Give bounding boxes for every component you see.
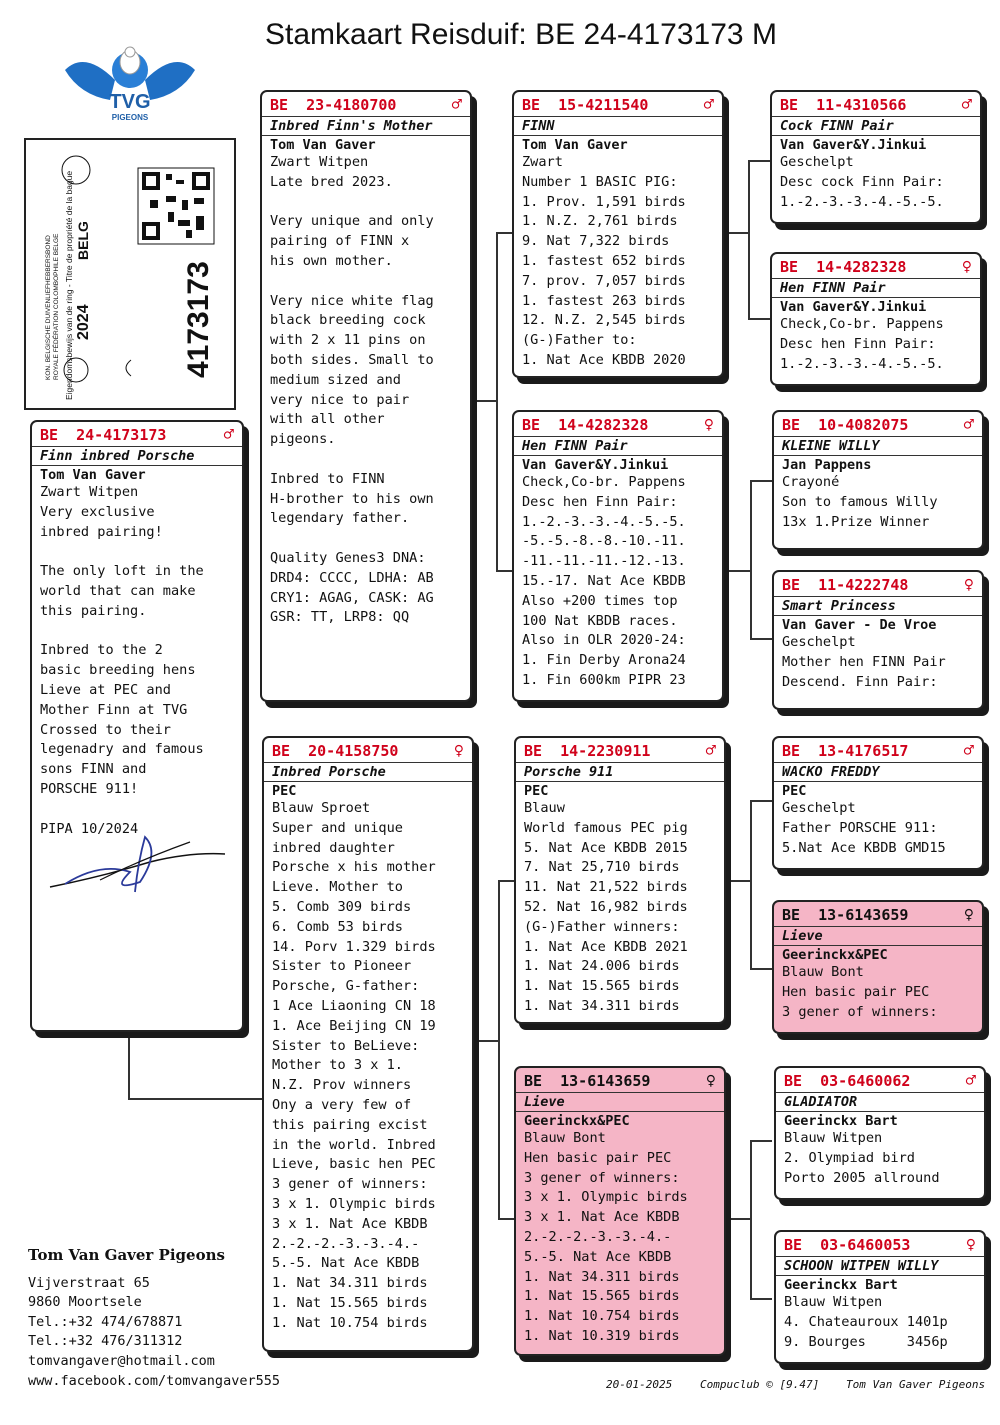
detail-line: 5.-5. Nat Ace KBDB bbox=[272, 1255, 420, 1272]
pigeon-logo-icon bbox=[60, 40, 200, 130]
facebook-link[interactable]: www.facebook.com/tomvangaver555 bbox=[28, 1372, 280, 1389]
sex-icon: ♂ bbox=[705, 741, 716, 761]
detail-line: Hen basic pair PEC bbox=[524, 1149, 672, 1166]
sex-icon: ♀ bbox=[963, 575, 974, 595]
pigeon-owner: Van Gaver&Y.Jinkui bbox=[780, 299, 927, 315]
postcode-line: 9860 Moortsele bbox=[28, 1294, 142, 1311]
detail-line: 1. Nat 10.754 birds bbox=[524, 1308, 680, 1325]
pigeon-details bbox=[772, 153, 980, 212]
breeder-info bbox=[28, 1246, 280, 1391]
sex-icon: ♀ bbox=[963, 905, 974, 925]
detail-line: Check,Co-br. Pappens bbox=[780, 316, 944, 332]
detail-line: Geschelpt bbox=[780, 154, 854, 170]
svg-text:TVG: TVG bbox=[109, 91, 151, 113]
pigeon-card-mmm bbox=[774, 1230, 986, 1364]
pigeon-owner: Geerinckx&PEC bbox=[524, 1113, 630, 1129]
detail-line bbox=[40, 800, 234, 820]
print-date: 20-01-2025 bbox=[606, 1378, 673, 1391]
detail-line: 9. Bourges 3456p bbox=[784, 1333, 948, 1350]
pigeon-name: SCHOON WITPEN WILLY bbox=[776, 1256, 984, 1276]
detail-line: (G-)Father winners: bbox=[524, 918, 680, 935]
detail-line: Father PORSCHE 911: bbox=[782, 819, 938, 836]
card-header bbox=[516, 1068, 724, 1092]
pigeon-card-mff bbox=[772, 736, 984, 870]
svg-text:KON. BELGISCHE DUIVENLIEFHEBBE: KON. BELGISCHE DUIVENLIEFHEBBERSBOND bbox=[45, 235, 52, 380]
detail-line: Ony a very few of bbox=[272, 1096, 412, 1113]
card-header bbox=[772, 254, 980, 278]
card-header bbox=[774, 412, 982, 436]
detail-line: Zwart bbox=[522, 154, 563, 170]
detail-line: GSR: TT, LRP8: QQ bbox=[270, 609, 410, 626]
pigeon-details bbox=[262, 153, 470, 628]
detail-line: Porsche, G-father: bbox=[272, 978, 420, 995]
detail-line: basic breeding hens bbox=[40, 662, 196, 679]
detail-line: Inbred to the 2 bbox=[40, 642, 163, 659]
ring-number: BE 13-4176517 bbox=[782, 742, 909, 760]
pigeon-details bbox=[514, 153, 722, 371]
detail-line: PIPA 10/2024 bbox=[40, 820, 139, 837]
detail-line bbox=[40, 542, 234, 562]
pigeon-name: GLADIATOR bbox=[776, 1092, 984, 1112]
pigeon-details bbox=[776, 1293, 984, 1352]
detail-line: 5.-5. Nat Ace KBDB bbox=[524, 1248, 672, 1265]
detail-line: Blauw Bont bbox=[782, 964, 864, 980]
detail-line: in the world. Inbred bbox=[272, 1136, 436, 1153]
detail-line: with 2 x 11 pins on bbox=[270, 332, 426, 349]
sex-icon: ♂ bbox=[963, 741, 974, 761]
pigeon-owner: PEC bbox=[782, 783, 807, 799]
sex-icon: ♂ bbox=[965, 1071, 976, 1091]
detail-line: 2.-2.-2.-3.-3.-4.- bbox=[524, 1228, 672, 1245]
pigeon-owner: Van Gaver&Y.Jinkui bbox=[780, 137, 927, 153]
pigeon-card-fff bbox=[770, 90, 982, 224]
sex-icon: ♀ bbox=[703, 415, 714, 435]
detail-line: very nice to pair bbox=[270, 391, 410, 408]
card-header bbox=[772, 92, 980, 116]
pigeon-details bbox=[774, 633, 982, 692]
pigeon-name: FINN bbox=[514, 116, 722, 136]
pigeon-details bbox=[774, 963, 982, 1022]
svg-text:4173173: 4173173 bbox=[182, 261, 215, 378]
ring-number: BE 13-6143659 bbox=[782, 906, 909, 924]
detail-line: 13x 1.Prize Winner bbox=[782, 513, 930, 530]
detail-line: 4. Chateauroux 1401p bbox=[784, 1313, 948, 1330]
pigeon-details bbox=[774, 473, 982, 532]
detail-line: Blauw Witpen bbox=[784, 1294, 883, 1310]
footer-owner: Tom Van Gaver Pigeons bbox=[846, 1378, 986, 1391]
detail-line: Son to famous Willy bbox=[782, 493, 938, 510]
detail-line: Mother to 3 x 1. bbox=[272, 1057, 403, 1074]
detail-line: Blauw Bont bbox=[524, 1130, 606, 1146]
detail-line: Desc cock Finn Pair: bbox=[780, 173, 944, 190]
ring-number: BE 14-2230911 bbox=[524, 742, 651, 760]
detail-line: Porsche x his mother bbox=[272, 859, 436, 876]
page-title: Stamkaart Reisduif: BE 24-4173173 M bbox=[265, 18, 777, 51]
pigeon-name: Hen FINN Pair bbox=[772, 278, 980, 298]
ring-number: BE 24-4173173 bbox=[40, 426, 167, 444]
pigeon-name: Porsche 911 bbox=[516, 762, 724, 782]
tvg-logo bbox=[60, 40, 200, 130]
pigeon-owner: Geerinckx&PEC bbox=[782, 947, 888, 963]
sex-icon: ♀ bbox=[961, 257, 972, 277]
detail-line: with all other bbox=[270, 411, 385, 428]
pigeon-card-father bbox=[260, 90, 472, 702]
detail-line: -5.-5.-8.-8.-10.-11. bbox=[522, 533, 686, 550]
card-header bbox=[776, 1068, 984, 1092]
detail-line: Sister to Pioneer bbox=[272, 958, 412, 975]
pigeon-owner: PEC bbox=[524, 783, 549, 799]
detail-line: 14. Porv 1.329 birds bbox=[272, 938, 436, 955]
sex-icon: ♀ bbox=[453, 741, 464, 761]
detail-line: 5.Nat Ace KBDB GMD15 bbox=[782, 839, 946, 856]
sex-icon: ♂ bbox=[961, 95, 972, 115]
card-header bbox=[514, 92, 722, 116]
pigeon-name: Smart Princess bbox=[774, 596, 982, 616]
detail-line: inbred pairing! bbox=[40, 523, 163, 540]
detail-line: sons FINN and bbox=[40, 761, 147, 778]
pigeon-name: Inbred Porsche bbox=[264, 762, 472, 782]
card-header bbox=[264, 738, 472, 762]
detail-line: legendary father. bbox=[270, 510, 410, 527]
ring-number: BE 23-4180700 bbox=[270, 96, 397, 114]
pigeon-details bbox=[516, 799, 724, 1017]
detail-line: 12. N.Z. 2,545 birds bbox=[522, 312, 686, 329]
detail-line: 1. Nat 34.311 birds bbox=[272, 1275, 428, 1292]
pigeon-name: Lieve bbox=[516, 1092, 724, 1112]
detail-line: H-brother to his own bbox=[270, 490, 434, 507]
ring-number: BE 10-4082075 bbox=[782, 416, 909, 434]
detail-line: 1. Fin Derby Arona24 bbox=[522, 652, 686, 669]
detail-line: Blauw Witpen bbox=[784, 1130, 883, 1146]
svg-text:2024: 2024 bbox=[75, 304, 92, 340]
svg-text:BELG: BELG bbox=[75, 221, 91, 260]
sex-icon: ♀ bbox=[965, 1235, 976, 1255]
ring-number: BE 15-4211540 bbox=[522, 96, 649, 114]
detail-line: Zwart Witpen bbox=[40, 484, 139, 500]
ring-number: BE 11-4310566 bbox=[780, 96, 907, 114]
detail-line: DRD4: CCCC, LDHA: AB bbox=[270, 569, 434, 586]
detail-line: pigeons. bbox=[270, 431, 336, 448]
pigeon-owner: Van Gaver&Y.Jinkui bbox=[522, 457, 669, 473]
pigeon-card-fmm bbox=[772, 570, 984, 710]
detail-line: 9. Nat 7,322 birds bbox=[522, 233, 670, 250]
detail-line: Mother Finn at TVG bbox=[40, 701, 188, 718]
pigeon-details bbox=[514, 473, 722, 691]
pigeon-card-mother-mother bbox=[514, 1066, 726, 1356]
sex-icon: ♂ bbox=[963, 415, 974, 435]
detail-line: 1. Nat 34.311 birds bbox=[524, 997, 680, 1014]
detail-line: Geschelpt bbox=[782, 634, 856, 650]
detail-line bbox=[270, 529, 462, 549]
pigeon-owner: Tom Van Gaver bbox=[40, 467, 146, 483]
detail-line: 1. fastest 263 birds bbox=[522, 292, 686, 309]
detail-line: 1. Nat Ace KBDB 2021 bbox=[524, 938, 688, 955]
pigeon-name: WACKO FREDDY bbox=[774, 762, 982, 782]
pigeon-name: Finn inbred Porsche bbox=[32, 446, 242, 466]
detail-line: both sides. Small to bbox=[270, 351, 434, 368]
ring-number: BE 11-4222748 bbox=[782, 576, 909, 594]
pigeon-name: Cock FINN Pair bbox=[772, 116, 980, 136]
detail-line: 1. Nat Ace KBDB 2020 bbox=[522, 351, 686, 368]
card-header bbox=[32, 422, 242, 446]
detail-line: 5. Comb 309 birds bbox=[272, 898, 412, 915]
ring-number: BE 03-6460053 bbox=[784, 1236, 911, 1254]
detail-line: Also in OLR 2020-24: bbox=[522, 632, 686, 649]
detail-line: Blauw Sproet bbox=[272, 800, 371, 816]
pigeon-card-father-father bbox=[512, 90, 724, 378]
detail-line: 3 gener of winners: bbox=[524, 1169, 680, 1186]
pigeon-name: Lieve bbox=[774, 926, 982, 946]
detail-line: 1. Ace Beijing CN 19 bbox=[272, 1017, 436, 1034]
pigeon-owner: Geerinckx Bart bbox=[784, 1277, 898, 1293]
detail-line: 3 gener of winners: bbox=[782, 1003, 938, 1020]
detail-line: Sister to BeLieve: bbox=[272, 1037, 420, 1054]
pigeon-details bbox=[32, 483, 242, 839]
detail-line: his own mother. bbox=[270, 252, 393, 269]
phone-line: Tel.:+32 476/311312 bbox=[28, 1333, 183, 1350]
breeder-name: Tom Van Gaver Pigeons bbox=[28, 1246, 225, 1264]
detail-line: 1.-2.-3.-3.-4.-5.-5. bbox=[780, 355, 944, 372]
phone-line: Tel.:+32 474/678871 bbox=[28, 1313, 183, 1330]
detail-line: 5. Nat Ace KBDB 2015 bbox=[524, 839, 688, 856]
detail-line: Hen basic pair PEC bbox=[782, 983, 930, 1000]
sex-icon: ♀ bbox=[705, 1071, 716, 1091]
detail-line: 3 x 1. Nat Ace KBDB bbox=[524, 1209, 680, 1226]
detail-line: this pairing. bbox=[40, 602, 147, 619]
detail-line: Crossed to their bbox=[40, 721, 171, 738]
detail-line: Descend. Finn Pair: bbox=[782, 673, 938, 690]
detail-line: Lieve at PEC and bbox=[40, 681, 171, 698]
detail-line: 3 x 1. Nat Ace KBDB bbox=[272, 1215, 428, 1232]
card-header bbox=[262, 92, 470, 116]
pigeon-owner: Geerinckx Bart bbox=[784, 1113, 898, 1129]
ring-certificate bbox=[24, 138, 236, 410]
detail-line: Late bred 2023. bbox=[270, 173, 393, 190]
detail-line: CRY1: AGAG, CASK: AG bbox=[270, 589, 434, 606]
detail-line: -11.-11.-11.-12.-13. bbox=[522, 553, 686, 570]
detail-line: inbred daughter bbox=[272, 839, 395, 856]
detail-line: Porto 2005 allround bbox=[784, 1169, 940, 1186]
detail-line: Also +200 times top bbox=[522, 592, 678, 609]
detail-line: World famous PEC pig bbox=[524, 819, 688, 836]
detail-line: 1. N.Z. 2,761 birds bbox=[522, 213, 678, 230]
card-header bbox=[774, 902, 982, 926]
detail-line: 1. Nat 15.565 birds bbox=[272, 1294, 428, 1311]
pigeon-card-mother bbox=[262, 736, 474, 1352]
detail-line bbox=[40, 622, 234, 642]
pigeon-card-mfm bbox=[772, 900, 984, 1034]
sex-icon: ♂ bbox=[451, 95, 462, 115]
detail-line: Check,Co-br. Pappens bbox=[522, 474, 686, 490]
detail-line: 1. Nat 15.565 birds bbox=[524, 1288, 680, 1305]
detail-line: 100 Nat KBDB races. bbox=[522, 612, 678, 629]
detail-line: N.Z. Prov winners bbox=[272, 1077, 412, 1094]
detail-line: 2. Olympiad bird bbox=[784, 1149, 915, 1166]
detail-line: 1. Fin 600km PIPR 23 bbox=[522, 671, 686, 688]
pigeon-details bbox=[776, 1129, 984, 1188]
detail-line bbox=[270, 450, 462, 470]
pigeon-details bbox=[516, 1129, 724, 1347]
detail-line: 7. Nat 25,710 birds bbox=[524, 859, 680, 876]
detail-line: Inbred to FINN bbox=[270, 470, 385, 487]
detail-line: Mother hen FINN Pair bbox=[782, 653, 946, 670]
detail-line: Crayoné bbox=[782, 474, 840, 490]
detail-line: 3 x 1. Olympic birds bbox=[272, 1195, 436, 1212]
pigeon-details bbox=[774, 799, 982, 858]
detail-line: 2.-2.-2.-3.-3.-4.- bbox=[272, 1235, 420, 1252]
detail-line bbox=[270, 193, 462, 213]
pigeon-card-mmf bbox=[774, 1066, 986, 1200]
detail-line: 52. Nat 16,982 birds bbox=[524, 898, 688, 915]
email-link[interactable]: tomvangaver@hotmail.com bbox=[28, 1352, 215, 1369]
address-line: Vijverstraat 65 bbox=[28, 1274, 150, 1291]
card-header bbox=[776, 1232, 984, 1256]
detail-line: PORSCHE 911! bbox=[40, 780, 139, 797]
detail-line: Blauw bbox=[524, 800, 565, 816]
svg-text:Eigendomsbewijs van de ring -: Eigendomsbewijs van de ring - Titre de propriété de la bague bbox=[64, 170, 74, 400]
detail-line: 15.-17. Nat Ace KBDB bbox=[522, 572, 686, 589]
svg-text:ROYALE FÉDÉRATION COLOMBOPHILE: ROYALE FÉDÉRATION COLOMBOPHILE BELGE bbox=[53, 233, 60, 380]
pigeon-owner: Tom Van Gaver bbox=[270, 137, 376, 153]
pigeon-name: Inbred Finn's Mother bbox=[262, 116, 470, 136]
signature bbox=[40, 832, 230, 902]
sex-icon: ♂ bbox=[703, 95, 714, 115]
detail-line: this pairing excist bbox=[272, 1116, 428, 1133]
detail-line: 6. Comb 53 birds bbox=[272, 918, 403, 935]
detail-line: 1 Ace Liaoning CN 18 bbox=[272, 997, 436, 1014]
detail-line: 1. Nat 15.565 birds bbox=[524, 978, 680, 995]
detail-line: Desc hen Finn Pair: bbox=[780, 335, 936, 352]
pigeon-card-ffm bbox=[770, 252, 982, 386]
detail-line: 1. Prov. 1,591 birds bbox=[522, 193, 686, 210]
detail-line: The only loft in the bbox=[40, 563, 204, 580]
pigeon-name: Hen FINN Pair bbox=[514, 436, 722, 456]
pigeon-name: KLEINE WILLY bbox=[774, 436, 982, 456]
detail-line: Very exclusive bbox=[40, 503, 155, 520]
crest-icon bbox=[62, 156, 90, 184]
detail-line: 1. Nat 24.006 birds bbox=[524, 958, 680, 975]
ring-number: BE 20-4158750 bbox=[272, 742, 399, 760]
detail-line: (G-)Father to: bbox=[522, 332, 637, 349]
detail-line: 11. Nat 21,522 birds bbox=[524, 879, 688, 896]
pigeon-card-mother-father bbox=[514, 736, 726, 1024]
detail-line: Very unique and only bbox=[270, 213, 434, 230]
sex-icon: ♂ bbox=[223, 425, 234, 445]
pigeon-card-main bbox=[30, 420, 244, 1032]
detail-line: Zwart Witpen bbox=[270, 154, 369, 170]
software-credit: Compuclub © [9.47] bbox=[700, 1378, 820, 1391]
pigeon-details bbox=[264, 799, 472, 1334]
ring-number: BE 13-6143659 bbox=[524, 1072, 651, 1090]
pigeon-owner: Tom Van Gaver bbox=[522, 137, 628, 153]
pigeon-card-fmf bbox=[772, 410, 984, 550]
pigeon-owner: Jan Pappens bbox=[782, 457, 872, 473]
detail-line: Quality Genes3 DNA: bbox=[270, 549, 426, 566]
detail-line: 7. prov. 7,057 birds bbox=[522, 272, 686, 289]
detail-line: Number 1 BASIC PIG: bbox=[522, 173, 678, 190]
card-header bbox=[774, 572, 982, 596]
detail-line: legenadry and famous bbox=[40, 741, 204, 758]
detail-line: Lieve. Mother to bbox=[272, 879, 403, 896]
pigeon-owner: Van Gaver - De Vroe bbox=[782, 617, 937, 633]
detail-line: Geschelpt bbox=[782, 800, 856, 816]
detail-line: 1.-2.-3.-3.-4.-5.-5. bbox=[522, 513, 686, 530]
ring-number: BE 03-6460062 bbox=[784, 1072, 911, 1090]
pigeon-card-father-mother bbox=[512, 410, 724, 702]
detail-line: 1. Nat 10.319 birds bbox=[524, 1327, 680, 1344]
detail-line: Desc hen Finn Pair: bbox=[522, 493, 678, 510]
pigeon-owner: PEC bbox=[272, 783, 297, 799]
detail-line: 3 gener of winners: bbox=[272, 1176, 428, 1193]
detail-line: world that can make bbox=[40, 582, 196, 599]
detail-line: 1. Nat 10.754 birds bbox=[272, 1314, 428, 1331]
detail-line bbox=[270, 272, 462, 292]
ring-number: BE 14-4282328 bbox=[780, 258, 907, 276]
card-header bbox=[774, 738, 982, 762]
detail-line: 3 x 1. Olympic birds bbox=[524, 1189, 688, 1206]
card-header bbox=[514, 412, 722, 436]
detail-line: 1. Nat 34.311 birds bbox=[524, 1268, 680, 1285]
detail-line: pairing of FINN x bbox=[270, 233, 410, 250]
svg-text:PIGEONS: PIGEONS bbox=[111, 113, 149, 122]
detail-line: Lieve, basic hen PEC bbox=[272, 1156, 436, 1173]
detail-line: 1.-2.-3.-3.-4.-5.-5. bbox=[780, 193, 944, 210]
detail-line: 1. fastest 652 birds bbox=[522, 252, 686, 269]
detail-line: black breeding cock bbox=[270, 312, 426, 329]
card-header bbox=[516, 738, 724, 762]
detail-line: Very nice white flag bbox=[270, 292, 434, 309]
ring-number: BE 14-4282328 bbox=[522, 416, 649, 434]
detail-line: medium sized and bbox=[270, 371, 401, 388]
detail-line: Super and unique bbox=[272, 819, 403, 836]
pigeon-details bbox=[772, 315, 980, 374]
